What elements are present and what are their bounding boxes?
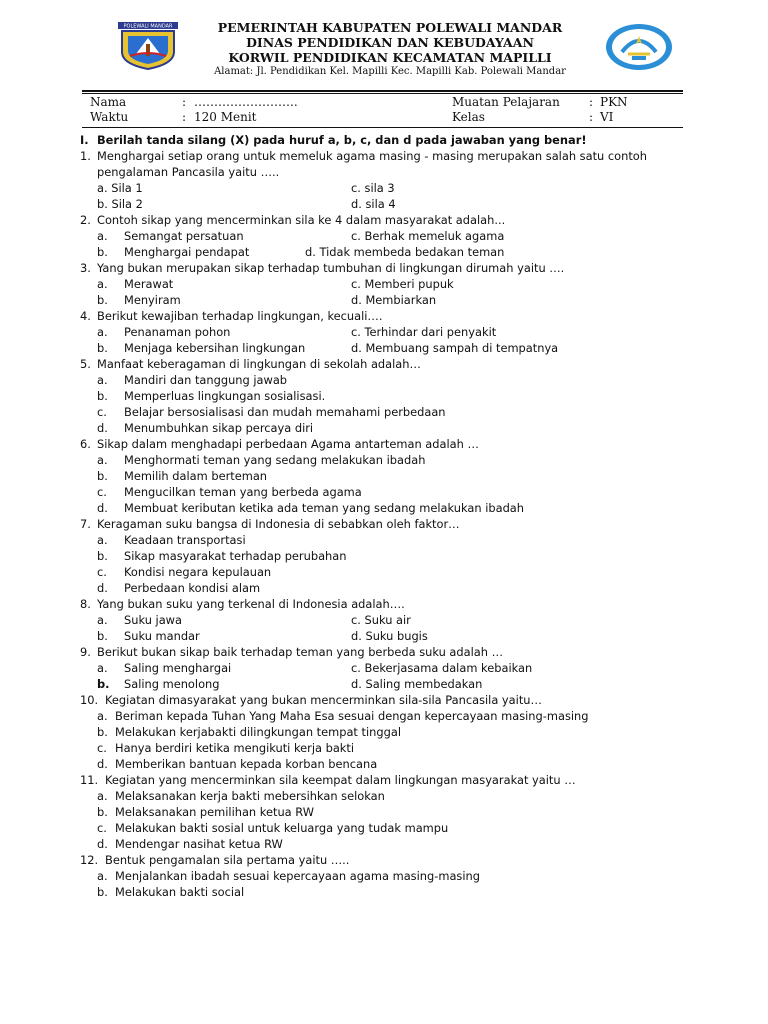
letterhead xyxy=(0,0,768,90)
option-row: a. Saling menghargai c. Bekerjasama dalam kebaikan xyxy=(97,661,533,675)
option-row: b. Sila 2 d. sila 4 xyxy=(97,197,396,211)
option-row: b. Suku mandar d. Suku bugis xyxy=(97,629,428,643)
option-row: c. Belajar bersosialisasi dan mudah memahami perbedaan xyxy=(97,405,446,419)
muatan-value: PKN xyxy=(600,95,628,109)
option-row: a. Menghormati teman yang sedang melakukan ibadah xyxy=(97,453,426,467)
question-5: 5. Manfaat keberagaman di lingkungan di sekolah adalah… xyxy=(80,357,421,371)
tut-wuri-handayani-icon xyxy=(604,22,674,72)
question-12: 12. Bentuk pengamalan sila pertama yaitu ….. xyxy=(80,853,350,867)
student-identity: Nama : …………………….. Muatan Pelajaran : PKN Waktu : 120 Menit Kelas : VI xyxy=(90,95,628,124)
option-row: a. Sila 1 c. sila 3 xyxy=(97,181,395,195)
option-row: b. Melakukan kerjabakti dilingkungan tempat tinggal xyxy=(97,725,401,739)
question-8: 8. Yang bukan suku yang terkenal di Indonesia adalah…. xyxy=(80,597,405,611)
option-row: c. Melakukan bakti sosial untuk keluarga yang tudak mampu xyxy=(97,821,449,835)
option-row: b. Memilih dalam berteman xyxy=(97,469,268,483)
nama-blank: …………………….. xyxy=(194,95,298,109)
letterhead-text xyxy=(190,20,590,79)
kelas-label: Kelas xyxy=(452,110,485,124)
svg-text:POLEWALI MANDAR: POLEWALI MANDAR xyxy=(123,23,173,30)
option-row: c. Mengucilkan teman yang berbeda agama xyxy=(97,485,362,499)
question-7: 7. Keragaman suku bangsa di Indonesia di sebabkan oleh faktor… xyxy=(80,517,460,531)
option-row: b. Saling menolong d. Saling membedakan xyxy=(97,677,483,691)
government-name: PEMERINTAH KABUPATEN POLEWALI MANDAR xyxy=(217,20,563,35)
option-row: c. Kondisi negara kepulauan xyxy=(97,565,272,579)
option-row: b. Memperluas lingkungan sosialisasi. xyxy=(97,389,326,403)
question-2: 2. Contoh sikap yang mencerminkan sila ke 4 dalam masyarakat adalah... xyxy=(80,213,506,227)
option-row: a. Menjalankan ibadah sesuai kepercayaan agama masing-masing xyxy=(97,869,480,883)
question-11: 11. Kegiatan yang mencerminkan sila keempat dalam lingkungan masyarakat yaitu … xyxy=(80,773,576,787)
option-row: a. Semangat persatuan c. Berhak memeluk agama xyxy=(97,229,505,243)
kelas-value: VI xyxy=(600,110,614,124)
question-6: 6. Sikap dalam menghadapi perbedaan Agama antarteman adalah … xyxy=(80,437,479,451)
question-1: 1. Menghargai setiap orang untuk memeluk agama masing - masing merupakan salah satu contoh xyxy=(80,149,647,163)
korwil-name: KORWIL PENDIDIKAN KECAMATAN MAPILLI xyxy=(228,50,552,65)
question-3: 3. Yang bukan merupakan sikap terhadap tumbuhan di lingkungan dirumah yaitu …. xyxy=(80,261,565,275)
question-4: 4. Berikut kewajiban terhadap lingkungan, kecuali…. xyxy=(80,309,383,323)
question-9: 9. Berikut bukan sikap baik terhadap teman yang berbeda suku adalah … xyxy=(80,645,504,659)
section-instruction: I. Berilah tanda silang (X) pada huruf a, b, c, dan d pada jawaban yang benar! xyxy=(80,133,587,147)
option-row: b. Menghargai pendapat d. Tidak membeda bedakan teman xyxy=(97,245,505,259)
header-rule-thin xyxy=(82,93,683,94)
waktu-label: Waktu xyxy=(90,110,129,124)
header-rule xyxy=(82,90,683,92)
option-row: a. Melaksanakan kerja bakti mebersihkan selokan xyxy=(97,789,385,803)
option-row: a. Mandiri dan tanggung jawab xyxy=(97,373,288,387)
nama-label: Nama xyxy=(90,95,127,109)
option-row: b. Menjaga kebersihan lingkungan d. Membuang sampah di tempatnya xyxy=(97,341,559,355)
regency-emblem-icon xyxy=(116,20,180,70)
option-row: b. Melakukan bakti social xyxy=(97,885,245,899)
muatan-label: Muatan Pelajaran xyxy=(452,95,560,109)
option-row: d. Memberikan bantuan kepada korban bencana xyxy=(97,757,378,771)
option-row: a. Keadaan transportasi xyxy=(97,533,246,547)
option-row: d. Mendengar nasihat ketua RW xyxy=(97,837,283,851)
option-row: d. Menumbuhkan sikap percaya diri xyxy=(97,421,314,435)
option-row: b. Melaksanakan pemilihan ketua RW xyxy=(97,805,314,819)
option-row: c. Hanya berdiri ketika mengikuti kerja bakti xyxy=(97,741,355,755)
question-list: I. Berilah tanda silang (X) pada huruf a, b, c, dan d pada jawaban yang benar! 1. Menghargai setiap orang untuk memeluk agama masing - masing merupakan salah satu contoh pengalaman Pancasila yaitu ….. a. Sila 1 c. sila 3 b. Sila 2 d. sila 4 2. Contoh sikap yang mencerminkan sila ke 4 dalam masyarakat adalah... a. Semangat persatuan c. Berhak memeluk agama b. Menghargai pendapat d. Tidak membeda bedakan teman 3. Yang bukan merupakan sikap terhadap tumbuhan di lingkungan dirumah yaitu …. a. Merawat c. Memberi pupuk b. Menyiram d. Membiarkan 4. Berikut kewajiban terhadap lingkungan, kecuali…. a. Penanaman pohon c. Terhindar dari penyakit b. Menjaga kebersihan lingkungan d. Membuang sampah di tempatnya 5. Manfaat keberagaman di lingkungan di sekolah adalah… a. Mandiri dan tanggung jawab b. Memperluas lingkungan sosialisasi. c. Belajar bersosialisasi dan mudah memahami perbedaan d. Menumbuhkan sikap percaya diri 6. Sikap dalam menghadapi perbedaan Agama antarteman adalah … a. Menghormati teman yang sedang melakukan ibadah b. Memilih dalam berteman c. Mengucilkan teman yang berbeda agama d. Membuat keributan ketika ada teman yang sedang melakukan ibadah 7. Keragaman suku bangsa di Indonesia di sebabkan oleh faktor… a. Keadaan transportasi b. Sikap masyarakat terhadap perubahan c. Kondisi negara kepulauan d. Perbedaan kondisi alam 8. Yang bukan suku yang terkenal di Indonesia adalah…. a. Suku jawa c. Suku air b. Suku mandar d. Suku bugis 9. Berikut bukan sikap baik terhadap teman yang berbeda suku adalah … a. Saling menghargai c. Bekerjasama dalam kebaikan b. Saling menolong d. Saling membedakan 10. Kegiatan dimasyarakat yang bukan mencerminkan sila-sila Pancasila yaitu… a. Beriman kepada Tuhan Yang Maha Esa sesuai dengan kepercayaan masing-masing b. Melakukan kerjabakti dilingkungan tempat tinggal c. Hanya berdiri ketika mengikuti kerja bakti d. Memberikan bantuan kepada korban bencana 11. Kegiatan yang mencerminkan sila keempat dalam lingkungan masyarakat yaitu … a. Melaksanakan kerja bakti mebersihkan selokan b. Melaksanakan pemilihan ketua RW c. Melakukan bakti sosial untuk keluarga yang tudak mampu d. Mendengar nasihat ketua RW 12. Bentuk pengamalan sila pertama yaitu ….. a. Menjalankan ibadah sesuai kepercayaan agama masing-masing b. Melakukan bakti social xyxy=(80,132,700,900)
waktu-value: 120 Menit xyxy=(194,110,257,124)
option-row: b. Menyiram d. Membiarkan xyxy=(97,293,437,307)
option-row: a. Penanaman pohon c. Terhindar dari penyakit xyxy=(97,325,497,339)
identity-rule xyxy=(82,127,683,128)
department-name: DINAS PENDIDIKAN DAN KEBUDAYAAN xyxy=(246,35,534,50)
option-row: d. Perbedaan kondisi alam xyxy=(97,581,261,595)
option-row: a. Suku jawa c. Suku air xyxy=(97,613,411,627)
option-row: b. Sikap masyarakat terhadap perubahan xyxy=(97,549,347,563)
option-row: a. Merawat c. Memberi pupuk xyxy=(97,277,454,291)
address: Alamat: Jl. Pendidikan Kel. Mapilli Kec. Mapilli Kab. Polewali Mandar xyxy=(214,66,566,77)
option-row: a. Beriman kepada Tuhan Yang Maha Esa sesuai dengan kepercayaan masing-masing xyxy=(97,709,589,723)
option-row: d. Membuat keributan ketika ada teman yang sedang melakukan ibadah xyxy=(97,501,525,515)
question-10: 10. Kegiatan dimasyarakat yang bukan mencerminkan sila-sila Pancasila yaitu… xyxy=(80,693,542,707)
